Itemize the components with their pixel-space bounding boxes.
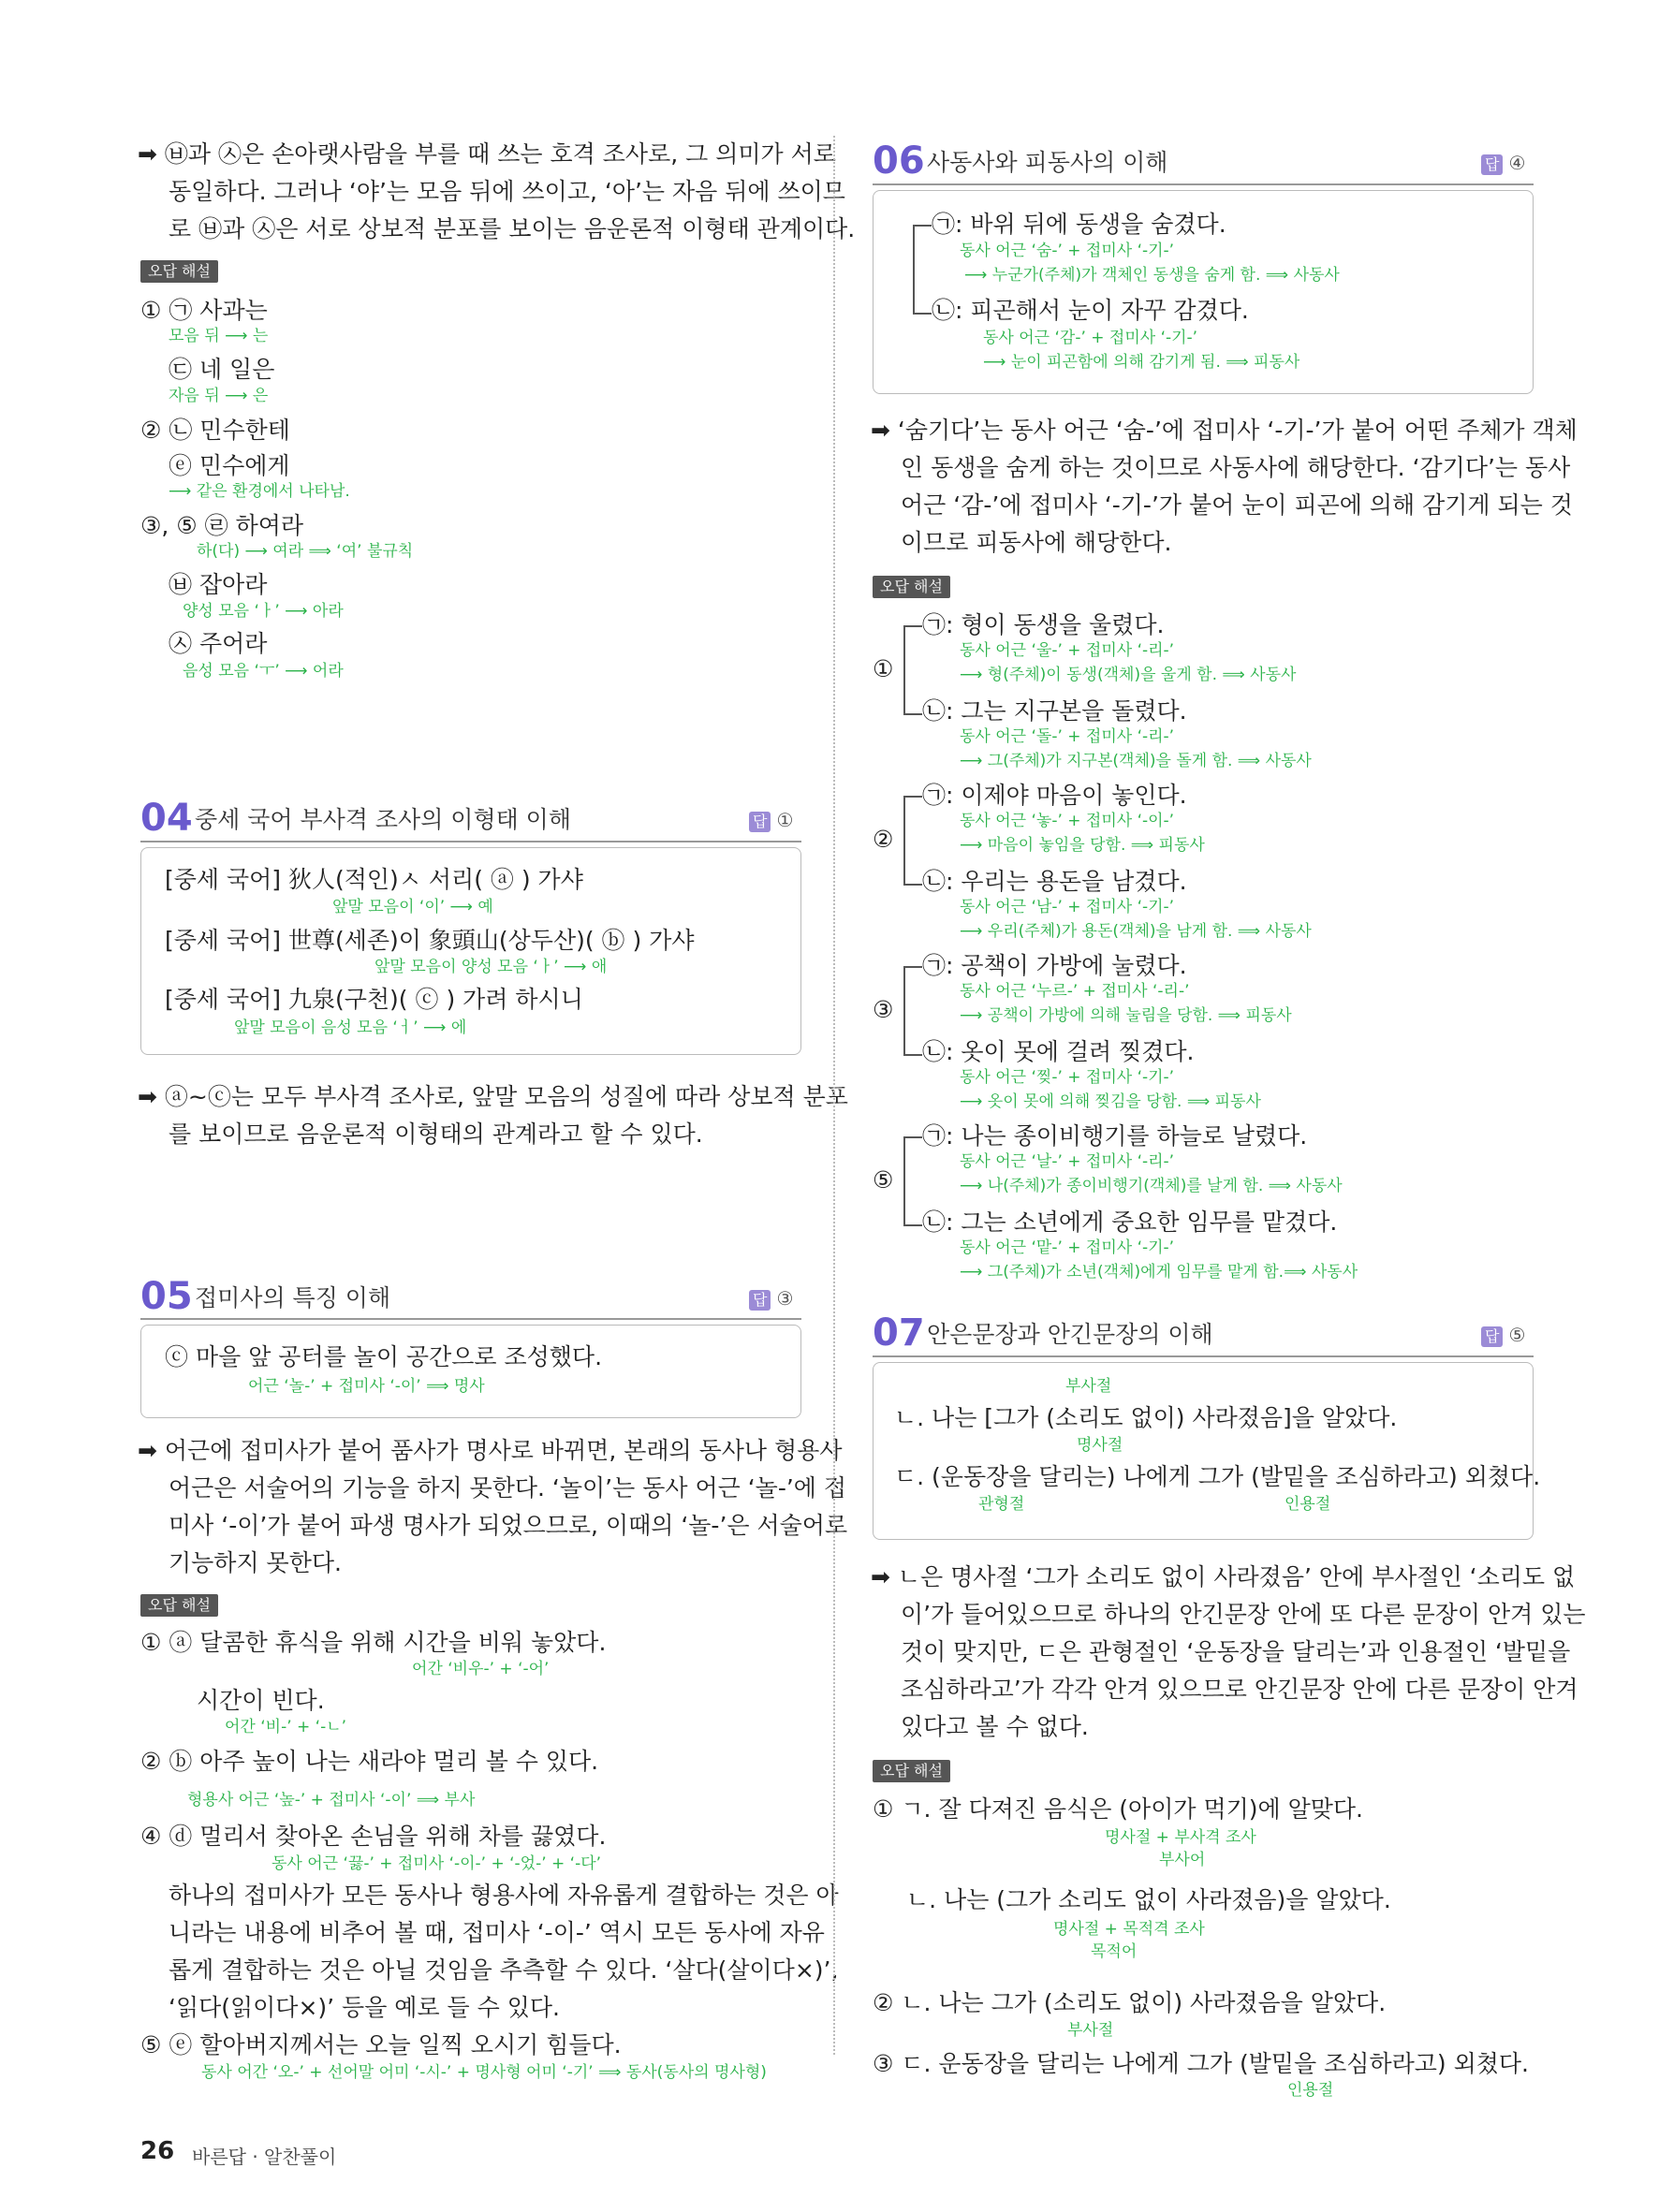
s06-group-2-a1: 동사 어근 ‘놓-’ + 접미사 ‘-이-’	[960, 812, 1175, 830]
s07-note-4: 목적어	[1091, 1942, 1138, 1961]
s04-box-line-1: [중세 국어] 狄人(적인)ㅅ 서리( ⓐ ) 가샤	[165, 866, 583, 893]
s07-box-label-1: 부사절	[1065, 1377, 1112, 1396]
answer-value: ④	[1508, 152, 1526, 174]
s07-item-1: ① ㄱ. 잘 다져진 음식은 (아이가 먹기)에 알맞다.	[873, 1795, 1363, 1823]
section-04-title: 중세 국어 부사격 조사의 이형태 이해	[195, 806, 571, 833]
s05-item-3: ② ⓑ 아주 높이 나는 새라야 멀리 볼 수 있다.	[140, 1748, 599, 1775]
answer-badge: 답	[749, 812, 771, 832]
s06-group-4-b1: 동사 어근 ‘맡-’ + 접미사 ‘-기-’	[960, 1238, 1175, 1257]
s05-item-4: ④ ⓓ 멀리서 찾아온 손님을 위해 차를 끓였다.	[140, 1823, 607, 1850]
s06-bracket	[913, 225, 932, 315]
section-04-answer	[749, 807, 793, 833]
s06-group-1-a1: 동사 어근 ‘울-’ + 접미사 ‘-리-’	[960, 641, 1175, 660]
column-divider	[833, 136, 835, 2055]
s06-group-3-b1: 동사 어근 ‘찢-’ + 접미사 ‘-기-’	[960, 1068, 1175, 1087]
section-06-number: 06	[873, 139, 925, 183]
section-06-rule	[873, 183, 1534, 185]
s04-box-note-1: 앞말 모음이 ‘이’ ⟶ 예	[332, 898, 493, 916]
s06-box-note-3: 동사 어근 ‘감-’ + 접미사 ‘-기-’	[983, 329, 1198, 347]
s07-note-5: 부사절	[1067, 2021, 1114, 2040]
s06-group-2-a2: ⟶ 마음이 놓임을 당함. ⟹ 피동사	[960, 836, 1205, 855]
s05-text-8: ‘읽다(읽이다×)’ 등을 예로 들 수 있다.	[169, 1994, 560, 2021]
s04-box-line-2: [중세 국어] 世尊(세존)이 象頭山(상두산)( ⓑ ) 가샤	[165, 927, 695, 954]
s06-group-1-b1: 동사 어근 ‘돌-’ + 접미사 ‘-리-’	[960, 727, 1175, 746]
s05-text-5: 하나의 접미사가 모든 동사나 형용사에 자유롭게 결합하는 것은 아	[169, 1882, 839, 1909]
section-06-answer	[1481, 150, 1525, 176]
note-5: 양성 모음 ‘ㅏ’ ⟶ 아라	[183, 602, 344, 621]
s06-group-2-b1: 동사 어근 ‘남-’ + 접미사 ‘-기-’	[960, 898, 1175, 916]
note-6: 음성 모음 ‘ㅜ’ ⟶ 어라	[183, 662, 344, 681]
s06-box-note-2: ⟶ 누군가(주체)가 객체인 동생을 숨게 함. ⟹ 사동사	[964, 266, 1340, 285]
s06-box-line-1: ㉠: 바위 뒤에 동생을 숨겼다.	[932, 211, 1226, 238]
item-6: ㉥ 잡아라	[169, 571, 268, 598]
s06-group-4-b2: ⟶ 그(주체)가 소년(객체)에게 임무를 맡게 함.⟹ 사동사	[960, 1263, 1358, 1282]
s05-note-1: 어간 ‘비우-’ + ‘-어’	[412, 1660, 550, 1678]
note-3: ⟶ 같은 환경에서 나타남.	[169, 482, 350, 501]
section-07-answer	[1481, 1322, 1525, 1348]
wrong-answer-tag: 오답 해설	[140, 260, 218, 283]
s06-group-1-number: ①	[873, 655, 894, 682]
s07-note-3: 명사절 + 목적격 조사	[1053, 1920, 1205, 1939]
s07-item-4: ③ ㄷ. 운동장을 달리는 나에게 그가 (발밑을 조심하라고) 외쳤다.	[873, 2050, 1529, 2077]
answer-value: ⑤	[1508, 1324, 1526, 1346]
section-07-title: 안은문장과 안긴문장의 이해	[927, 1321, 1213, 1348]
s07-box-label-2: 명사절	[1077, 1436, 1123, 1455]
s07-wrong-answer-tag: 오답 해설	[873, 1760, 950, 1782]
s05-text-2: 어근은 서술어의 기능을 하지 못한다. ‘놀이’는 동사 어근 ‘놀-’에 접	[169, 1474, 847, 1502]
s05-note-3: 형용사 어근 ‘높-’ + 접미사 ‘-이’ ⟹ 부사	[187, 1791, 476, 1809]
section-05-title: 접미사의 특징 이해	[195, 1284, 391, 1311]
item-5: ③, ⑤ ㉣ 하여라	[140, 512, 304, 539]
section-04-rule	[140, 841, 801, 842]
s06-group-2-a: ㉠: 이제야 마음이 놓인다.	[922, 782, 1187, 809]
section-05-answer	[749, 1285, 793, 1311]
s06-group-4-a1: 동사 어근 ‘날-’ + 접미사 ‘-리-’	[960, 1152, 1175, 1171]
s06-group-1-a2: ⟶ 형(주체)이 동생(객체)을 울게 함. ⟹ 사동사	[960, 666, 1297, 684]
section-07-rule	[873, 1355, 1534, 1357]
s06-text-4: 이므로 피동사에 해당한다.	[901, 529, 1172, 556]
s07-item-3: ② ㄴ. 나는 그가 (소리도 없이) 사라졌음을 알았다.	[873, 1989, 1387, 2016]
section-05-rule	[140, 1318, 801, 1320]
item-4: ⓔ 민수에게	[169, 452, 290, 479]
s06-group-4-a: ㉠: 나는 종이비행기를 하늘로 날렸다.	[922, 1122, 1308, 1150]
s06-box-note-4: ⟶ 눈이 피곤함에 의해 감기게 됨. ⟹ 피동사	[983, 353, 1300, 372]
s06-wrong-answer-tag: 오답 해설	[873, 576, 950, 598]
s06-box-note-1: 동사 어근 ‘숨-’ + 접미사 ‘-기-’	[960, 242, 1175, 260]
s05-text-1: ➡ 어근에 접미사가 붙어 품사가 명사로 바뀌면, 본래의 동사나 형용사	[138, 1437, 843, 1464]
s05-item-5: ⑤ ⓔ 할아버지께서는 오늘 일찍 오시기 힘들다.	[140, 2031, 622, 2058]
s05-text-6: 니라는 내용에 비추어 볼 때, 접미사 ‘-이-’ 역시 모든 동사에 자유	[169, 1919, 825, 1946]
s07-box-line-1: ㄴ. 나는 [그가 (소리도 없이) 사라졌음]을 알았다.	[894, 1404, 1398, 1431]
s06-text-2: 인 동생을 숨게 하는 것이므로 사동사에 해당한다. ‘감기다’는 동사	[901, 454, 1571, 481]
s06-group-1-bracket	[903, 625, 922, 715]
item-3: ② ㉡ 민수한테	[140, 417, 290, 444]
answer-value: ①	[776, 809, 794, 831]
s05-box-note: 어근 ‘놀-’ + 접미사 ‘-이’ ⟹ 명사	[248, 1377, 485, 1396]
s06-group-4-number: ⑤	[873, 1166, 894, 1194]
s06-group-1-b: ㉡: 그는 지구본을 돌렸다.	[922, 697, 1187, 725]
s05-text-4: 기능하지 못한다.	[169, 1549, 342, 1576]
s06-group-3-a: ㉠: 공책이 가방에 눌렸다.	[922, 952, 1187, 979]
s07-text-5: 있다고 볼 수 없다.	[901, 1713, 1089, 1740]
s07-text-1: ➡ ㄴ은 명사절 ‘그가 소리도 없이 사라졌음’ 안에 부사절인 ‘소리도 없	[871, 1563, 1576, 1590]
s06-group-1-b2: ⟶ 그(주체)가 지구본(객체)을 돌게 함. ⟹ 사동사	[960, 752, 1312, 770]
s06-group-2-number: ②	[873, 826, 894, 853]
s05-wrong-answer-tag: 오답 해설	[140, 1594, 218, 1617]
s04-box-line-3: [중세 국어] 九泉(구천)( ⓒ ) 가려 하시니	[165, 986, 583, 1013]
intro-line-1: ➡ ㉥과 ㉦은 손아랫사람을 부를 때 쓰는 호격 조사로, 그 의미가 서로	[138, 140, 836, 168]
note-4: 하(다) ⟶ 여라 ⟹ ‘여’ 불규칙	[197, 542, 414, 561]
s07-text-2: 이’가 들어있으므로 하나의 안긴문장 안에 또 다른 문장이 안겨 있는	[901, 1601, 1586, 1628]
item-1: ① ㉠ 사과는	[140, 297, 268, 324]
s05-item-2: 시간이 빈다.	[197, 1687, 325, 1714]
s06-group-4-a2: ⟶ 나(주체)가 종이비행기(객체)를 날게 함. ⟹ 사동사	[960, 1177, 1343, 1195]
s07-box-label-3: 관형절	[978, 1495, 1025, 1514]
s06-group-3-a2: ⟶ 공책이 가방에 의해 눌림을 당함. ⟹ 피동사	[960, 1006, 1292, 1025]
s04-box-note-3: 앞말 모음이 음성 모음 ‘ㅓ’ ⟶ 에	[234, 1018, 467, 1037]
s07-text-3: 것이 맞지만, ㄷ은 관형절인 ‘운동장을 달리는’과 인용절인 ‘발밑을	[901, 1638, 1571, 1665]
section-05-number: 05	[140, 1275, 193, 1318]
s06-group-4-bracket	[903, 1136, 922, 1226]
s06-group-2-b2: ⟶ 우리(주체)가 용돈(객체)을 남게 함. ⟹ 사동사	[960, 922, 1312, 941]
s05-item-1: ① ⓐ 달콤한 휴식을 위해 시간을 비워 놓았다.	[140, 1629, 607, 1656]
s06-group-3-a1: 동사 어근 ‘누르-’ + 접미사 ‘-리-’	[960, 982, 1190, 1001]
s06-group-4-b: ㉡: 그는 소년에게 중요한 임무를 맡겼다.	[922, 1209, 1338, 1236]
s07-note-6: 인용절	[1287, 2081, 1334, 2100]
s04-box-note-2: 앞말 모음이 양성 모음 ‘ㅏ’ ⟶ 애	[374, 958, 608, 976]
s05-text-3: 미사 ‘-이’가 붙어 파생 명사가 되었으므로, 이때의 ‘놀-’은 서술어로	[169, 1512, 848, 1539]
section-07-box	[873, 1362, 1534, 1540]
s06-box-line-2: ㉡: 피곤해서 눈이 자꾸 감겼다.	[932, 297, 1249, 324]
s05-note-5: 동사 어간 ‘오-’ + 선어말 어미 ‘-시-’ + 명사형 어미 ‘-기’ ⟹ 동사(동사의 명사형)	[201, 2063, 767, 2082]
section-04-number: 04	[140, 797, 193, 840]
s06-group-3-b2: ⟶ 옷이 못에 의해 찢김을 당함. ⟹ 피동사	[960, 1092, 1261, 1111]
answer-value: ③	[776, 1287, 794, 1310]
s06-group-3-bracket	[903, 966, 922, 1056]
s07-note-1: 명사절 + 부사격 조사	[1105, 1828, 1256, 1847]
s04-text-2: 를 보이므로 음운론적 이형태의 관계라고 할 수 있다.	[169, 1121, 703, 1148]
s07-item-2: ㄴ. 나는 (그가 소리도 없이 사라졌음)을 알았다.	[906, 1886, 1391, 1913]
answer-badge: 답	[1481, 1326, 1503, 1347]
s06-text-1: ➡ ‘숨기다’는 동사 어근 ‘숨-’에 접미사 ‘-기-’가 붙어 어떤 주체가 객체	[871, 417, 1578, 444]
page-number: 26	[140, 2137, 175, 2165]
s06-group-1-a: ㉠: 형이 동생을 울렸다.	[922, 611, 1165, 638]
item-7: ㉦ 주어라	[169, 630, 268, 657]
footer-label: 바른답 · 알찬풀이	[192, 2146, 337, 2168]
section-06-title: 사동사와 피동사의 이해	[927, 149, 1168, 176]
s06-group-3-number: ③	[873, 996, 894, 1023]
s07-box-label-4: 인용절	[1285, 1495, 1331, 1514]
s07-box-line-2: ㄷ. (운동장을 달리는) 나에게 그가 (발밑을 조심하라고) 외쳤다.	[894, 1463, 1541, 1490]
s06-group-2-b: ㉡: 우리는 용돈을 남겼다.	[922, 868, 1187, 895]
s06-text-3: 어근 ‘감-’에 접미사 ‘-기-’가 붙어 눈이 피곤에 의해 감기게 되는 것	[901, 491, 1573, 519]
s05-text-7: 롭게 결합하는 것은 아닐 것임을 추측할 수 있다. ‘살다(살이다×)’,	[169, 1956, 839, 1984]
note-1: 모음 뒤 ⟶ 는	[169, 327, 269, 345]
item-2: ㉢ 네 일은	[169, 356, 275, 383]
s04-text-1: ➡ ⓐ~ⓒ는 모두 부사격 조사로, 앞말 모음의 성질에 따라 상보적 분포	[138, 1083, 848, 1110]
intro-line-2: 동일하다. 그러나 ‘야’는 모음 뒤에 쓰이고, ‘아’는 자음 뒤에 쓰이므	[169, 178, 845, 205]
note-2: 자음 뒤 ⟶ 은	[169, 387, 269, 405]
s06-group-3-b: ㉡: 옷이 못에 걸려 찢겼다.	[922, 1038, 1195, 1065]
answer-badge: 답	[1481, 154, 1503, 175]
s07-text-4: 조심하라고’가 각각 안겨 있으므로 안긴문장 안에 다른 문장이 안겨	[901, 1676, 1578, 1703]
s05-box-line: ⓒ 마을 앞 공터를 놀이 공간으로 조성했다.	[165, 1343, 603, 1370]
section-07-number: 07	[873, 1311, 925, 1355]
s07-note-2: 부사어	[1159, 1851, 1206, 1869]
s05-note-2: 어간 ‘비-’ + ‘-ㄴ’	[225, 1718, 347, 1736]
answer-badge: 답	[749, 1290, 771, 1311]
s05-note-4: 동사 어근 ‘끓-’ + 접미사 ‘-이-’ + ‘-었-’ + ‘-다’	[272, 1854, 602, 1873]
s06-group-2-bracket	[903, 796, 922, 886]
intro-line-3: 로 ㉥과 ㉦은 서로 상보적 분포를 보이는 음운론적 이형태 관계이다.	[169, 215, 856, 242]
